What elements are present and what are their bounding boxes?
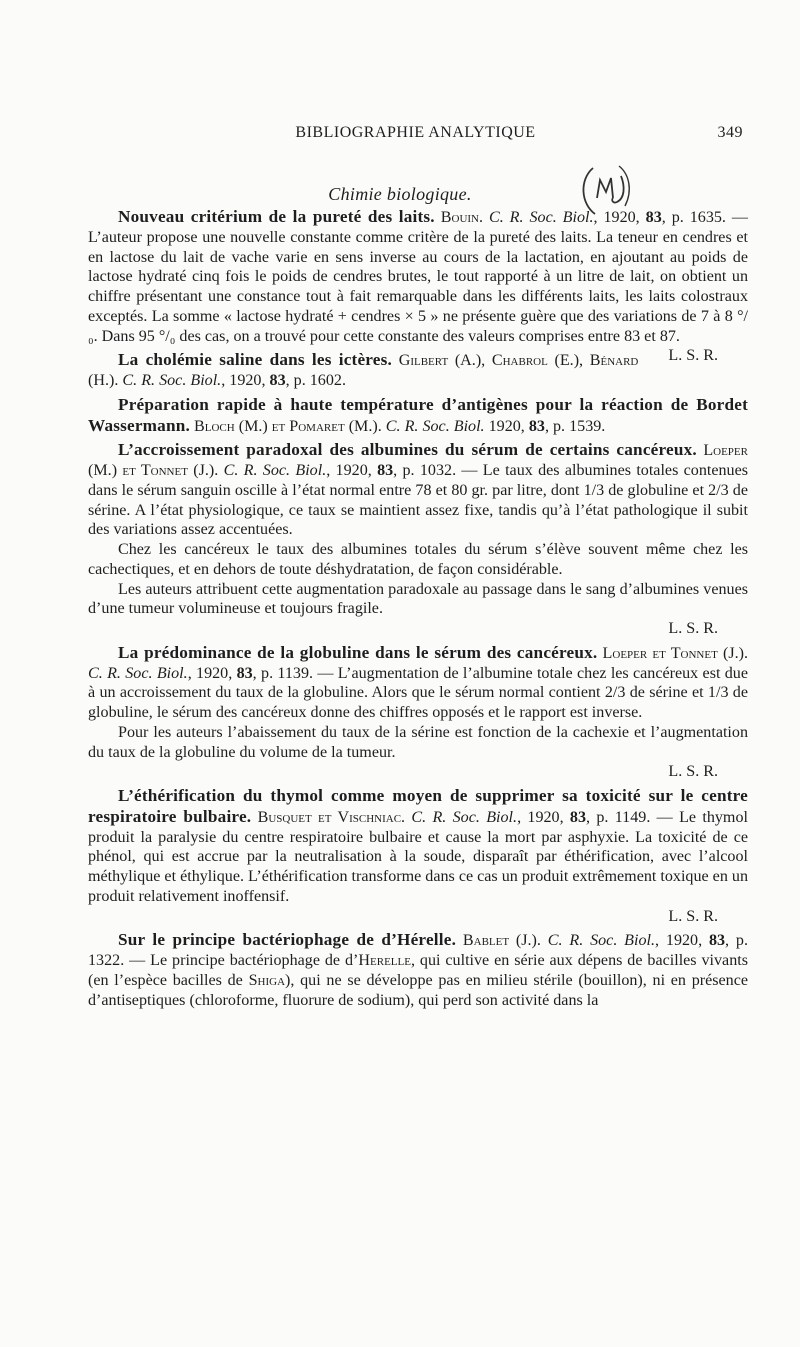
- entry-year: , 1920,: [655, 932, 703, 950]
- entry-title: La cholémie saline dans les ictères.: [118, 350, 393, 370]
- entry-body: — L’augmentation de l’albumine totale chez les cancéreux est due à un accroissement du taux de la globuline. Alors que le sérum normal contient 2/3 de sérine et 1/3 de globuline, le sérum des cancéreux donne des chiffres opposés et le rapport est inverse.: [88, 664, 748, 721]
- entry-volume: 83: [708, 932, 726, 950]
- signature: L. S. R.: [668, 763, 718, 781]
- entry-body: — Le principe bactériophage de d’: [124, 952, 359, 969]
- bibliography-entry: [88, 440, 748, 639]
- bibliography-entry: [88, 786, 748, 926]
- entry-paragraph: Chez les cancéreux le taux des albumines totales du sérum s’élève souvent même chez les cachectiques, et en dehors de toute déshydratation, de façon considérable.: [88, 541, 748, 578]
- entry-year: , 1920,: [187, 664, 233, 682]
- entry-volume: 83: [645, 209, 662, 226]
- running-head-title: BIBLIOGRAPHIE ANALYTIQUE: [295, 124, 536, 141]
- entry-journal: C. R. Soc. Biol.: [223, 462, 327, 479]
- entry-body-name: Herelle: [358, 952, 411, 969]
- entry-body: — Le thymol produit la paralysie du centre respiratoire bulbaire et cause la mort par asphyxie. La toxicité de ce phénol, qui est accrue par la neutralisation à la soude, disparaît par éthérification, avec l’alcool méthylique et éthylique. L’éthérification transforme dans ce cas un produit extrêmement toxique en un produit relativement inoffensif.: [88, 808, 748, 905]
- bibliography-entry: [88, 643, 748, 782]
- entry-paragraph: [88, 786, 748, 907]
- entry-pages: , p. 1322.: [88, 932, 748, 969]
- entry-authors: Loeper (M.) et Tonnet (J.).: [88, 442, 748, 479]
- entry-journal: C. R. Soc. Biol.: [122, 372, 222, 389]
- entry-pages: , p. 1149.: [586, 808, 651, 826]
- entry-authors: Loeper et Tonnet (J.).: [602, 644, 748, 662]
- entry-body: — Le taux des albumines totales contenues dans le sérum sanguin oscille à l’état normal entre 78 et 80 gr. par litre, dont 1/3 de globuline et 2/3 de sérine. A l’état physiologique, ce taux se maintient assez fixe, tandis qu’à l’état pathologique il subit des variations assez accentuées.: [88, 462, 748, 539]
- entry-paragraph: [88, 643, 748, 723]
- entry-year: , 1920,: [517, 808, 564, 826]
- entry-year: , 1920,: [326, 462, 372, 479]
- entry-title: La prédominance de la globuline dans le sérum des cancéreux.: [118, 642, 598, 662]
- signature: L. S. R.: [668, 620, 718, 637]
- entry-title: Sur le principe bactériophage de d’Hérelle.: [118, 930, 457, 950]
- entry-journal: C. R. Soc. Biol.: [488, 209, 594, 226]
- bibliography-entry: [88, 930, 748, 1010]
- entry-paragraph: [88, 930, 748, 1010]
- bibliography-entry: [88, 395, 748, 437]
- entry-pages: , p. 1539.: [544, 417, 606, 435]
- entry-title: Nouveau critérium de la pureté des laits.: [118, 207, 435, 226]
- signature: L. S. R.: [668, 907, 718, 925]
- entry-volume: 83: [236, 664, 253, 682]
- bibliography-content: [88, 207, 748, 1014]
- entry-body: , qui cultive en série aux dépens de bacilles vivants (en l’espèce bacilles de: [88, 952, 748, 989]
- entry-authors: Busquet et Vischniac.: [257, 808, 406, 826]
- entry-body-name: Shiga: [248, 971, 286, 989]
- signature: L. S. R.: [668, 347, 718, 365]
- entry-journal: C. R. Soc. Biol.: [88, 664, 188, 682]
- entry-pages: , p. 1139.: [252, 664, 314, 682]
- entry-volume: 83: [377, 462, 394, 479]
- entry-journal: C. R. Soc. Biol.: [411, 808, 518, 826]
- section-title: Chimie biologique.: [328, 184, 472, 204]
- entry-title: Préparation rapide à haute température d’antigènes pour la réaction de Bordet Wassermann.: [88, 394, 748, 435]
- entry-body: ), qui ne se développe pas en milieu stérile (bouillon), ni en présence d’antiseptiques (chloroforme, fluorure de sodium), qui perd son activité dans la: [88, 971, 749, 1009]
- entry-authors: Gilbert (A.), Chabrol (E.), Bénard (H.).: [88, 352, 639, 389]
- entry-year: 1920,: [484, 417, 525, 435]
- entry-year: , 1920,: [221, 372, 266, 389]
- entry-authors: Bouin.: [440, 209, 484, 226]
- entry-body: — L’auteur propose une nouvelle constante comme critère de la pureté des laits. La teneur en cendres et en lactose du lait de vache varie en sens inverse au cours de la lactation, en ajoutant au poids de lactose hydraté cinq fois le poids de cendres brutes, le tout rapporté à un litre de lait, on obtient un chiffre présentant une constance tout à fait remarquable dans les différents laits, les laits colostraux exceptés. La somme « lactose hydraté + cendres × 5 » ne présente guère que des variations de 7 à 8 °/₀. Dans 95 °/₀ des cas, on a trouvé pour cette constante des valeurs comprises entre 83 et 87.: [88, 209, 749, 345]
- entry-pages: , p. 1635.: [661, 209, 726, 226]
- entry-pages: , p. 1032.: [393, 462, 457, 479]
- entry-paragraph: [88, 395, 748, 437]
- entry-journal: C. R. Soc. Biol.: [385, 417, 485, 435]
- entry-pages: , p. 1602.: [285, 372, 346, 389]
- entry-volume: 83: [569, 808, 587, 826]
- entry-volume: 83: [528, 417, 545, 435]
- entry-authors: Bloch (M.) et Pomaret (M.).: [194, 417, 382, 435]
- entry-title: L’accroissement paradoxal des albumines du sérum de certains cancéreux.: [118, 440, 697, 460]
- entry-volume: 83: [269, 372, 286, 389]
- page-number: 349: [717, 124, 743, 141]
- entry-paragraph: Pour les auteurs l’abaissement du taux de la sérine est fonction de la cachexie et l’augmentation du taux de la globuline du volume de la tumeur.: [88, 723, 748, 761]
- running-head: [88, 124, 743, 148]
- entry-paragraph: [88, 440, 748, 540]
- entry-paragraph: Les auteurs attribuent cette augmentation paradoxale au passage dans le sang d’albumines venues d’une tumeur volumineuse et toujours fragile.: [88, 580, 748, 618]
- entry-title: L’éthérification du thymol comme moyen de supprimer sa toxicité sur le centre respiratoire bulbaire.: [88, 786, 748, 826]
- entry-journal: C. R. Soc. Biol.: [547, 932, 656, 950]
- entry-year: , 1920,: [593, 209, 640, 226]
- entry-authors: Bablet (J.).: [462, 932, 541, 950]
